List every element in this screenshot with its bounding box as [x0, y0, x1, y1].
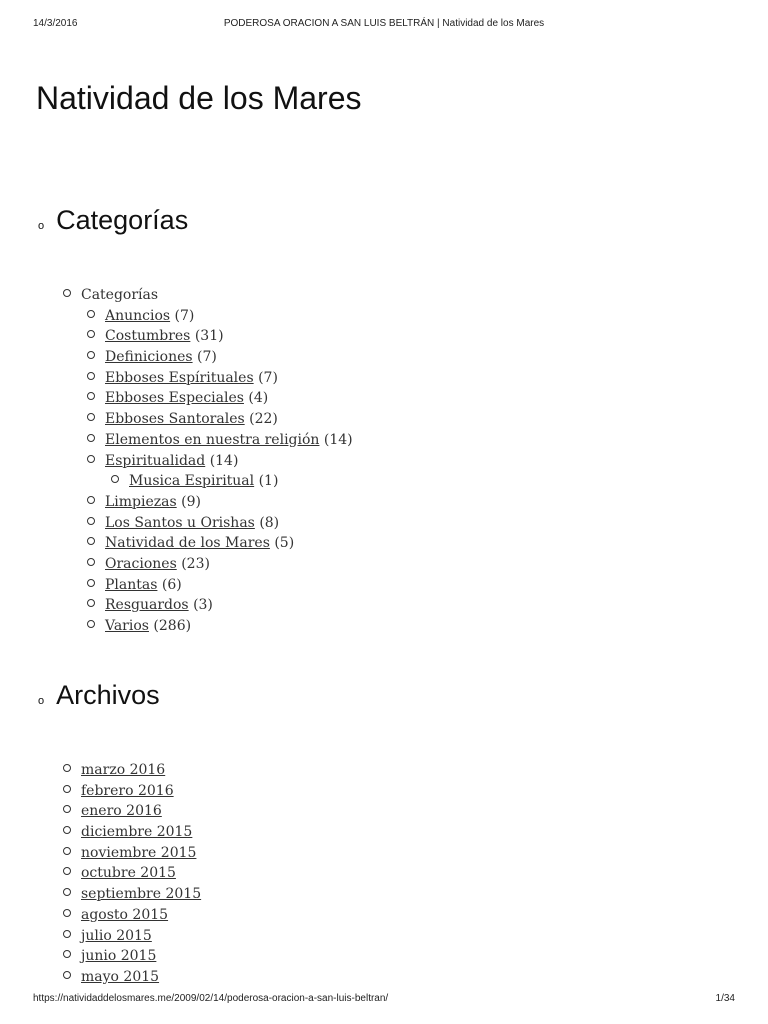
categories-heading: [38, 205, 188, 236]
archive-item: [63, 801, 201, 822]
circle-bullet-icon: [63, 888, 71, 896]
heading-bullet-icon: o: [38, 219, 45, 232]
category-count: (286): [153, 618, 192, 634]
heading-bullet-icon: o: [38, 694, 45, 707]
category-count: (6): [161, 576, 182, 593]
archive-link[interactable]: junio 2015: [81, 948, 157, 965]
archive-link[interactable]: enero 2016: [81, 803, 162, 820]
circle-bullet-icon: [63, 847, 71, 855]
print-date: 14/3/2016: [33, 18, 78, 29]
archive-link[interactable]: julio 2015: [81, 927, 152, 944]
category-link[interactable]: Plantas: [105, 576, 158, 593]
archive-item: [63, 926, 201, 947]
category-item: [63, 409, 353, 430]
category-item: [63, 616, 353, 637]
circle-bullet-icon: [87, 537, 95, 545]
category-link[interactable]: Limpiezas: [105, 493, 177, 510]
archive-item: [63, 822, 201, 843]
subcategory-item: [63, 471, 353, 492]
circle-bullet-icon: [87, 496, 95, 504]
category-item: [63, 554, 353, 575]
archive-item: [63, 843, 201, 864]
circle-bullet-icon: [63, 971, 71, 979]
category-link[interactable]: Ebboses Espírituales: [105, 369, 254, 386]
category-link[interactable]: Costumbres: [105, 328, 191, 345]
archive-link[interactable]: noviembre 2015: [81, 844, 197, 861]
archive-item: [63, 863, 201, 884]
circle-bullet-icon: [87, 434, 95, 442]
category-item: [63, 575, 353, 596]
circle-bullet-icon: [63, 950, 71, 958]
circle-bullet-icon: [63, 930, 71, 938]
category-count: (7): [197, 349, 217, 366]
category-link[interactable]: Los Santos u Orishas: [105, 514, 255, 531]
circle-bullet-icon: [63, 826, 71, 834]
archive-link[interactable]: febrero 2016: [81, 782, 174, 799]
category-link[interactable]: Natividad de los Mares: [105, 535, 270, 552]
archive-item: [63, 760, 201, 781]
category-link[interactable]: Resguardos: [105, 597, 189, 614]
subcategory-link[interactable]: Musica Espiritual: [129, 473, 255, 490]
category-item: [63, 451, 353, 472]
circle-bullet-icon: [111, 475, 119, 483]
category-item: [63, 513, 353, 534]
archive-item: [63, 781, 201, 802]
category-item: [63, 492, 353, 513]
category-count: (7): [174, 307, 195, 324]
archives-list: [63, 760, 201, 988]
category-count: (3): [193, 597, 213, 614]
category-count: (1): [258, 473, 279, 490]
categories-root-label: Categorías: [81, 287, 159, 303]
category-count: (14): [209, 452, 239, 469]
archive-link[interactable]: mayo 2015: [81, 968, 160, 985]
categories-root-item: [63, 285, 353, 306]
circle-bullet-icon: [87, 310, 95, 318]
category-item: [63, 430, 353, 451]
archives-heading-label: Archivos: [56, 680, 160, 710]
archive-item: [63, 946, 201, 967]
circle-bullet-icon: [63, 867, 71, 875]
category-link[interactable]: Oraciones: [105, 555, 177, 572]
category-link[interactable]: Anuncios: [105, 307, 171, 324]
category-item: [63, 306, 353, 327]
circle-bullet-icon: [87, 392, 95, 400]
category-link[interactable]: Ebboses Santorales: [105, 411, 245, 428]
site-title[interactable]: Natividad de los Mares: [36, 80, 362, 116]
print-url: https://natividaddelosmares.me/2009/02/14/poderosa-oracion-a-san-luis-beltran/: [33, 993, 389, 1004]
archive-link[interactable]: agosto 2015: [81, 906, 169, 923]
circle-bullet-icon: [63, 785, 71, 793]
archives-heading: [38, 680, 160, 711]
circle-bullet-icon: [63, 909, 71, 917]
category-count: (31): [194, 328, 224, 345]
category-count: (22): [249, 411, 278, 428]
category-item: [63, 533, 353, 554]
category-count: (7): [258, 369, 278, 386]
archive-link[interactable]: marzo 2016: [81, 762, 166, 778]
circle-bullet-icon: [87, 372, 95, 380]
circle-bullet-icon: [87, 620, 95, 628]
archive-link[interactable]: octubre 2015: [81, 865, 176, 882]
circle-bullet-icon: [87, 351, 95, 359]
print-page-number: 1/34: [715, 993, 735, 1004]
category-link[interactable]: Espiritualidad: [105, 452, 206, 469]
circle-bullet-icon: [63, 805, 71, 813]
circle-bullet-icon: [63, 289, 71, 297]
archive-link[interactable]: septiembre 2015: [81, 886, 202, 903]
category-count: (23): [181, 555, 210, 572]
archive-item: [63, 905, 201, 926]
category-count: (14): [323, 431, 353, 448]
category-count: (8): [259, 514, 280, 531]
category-link[interactable]: Definiciones: [105, 349, 193, 366]
category-count: (4): [248, 390, 269, 407]
category-item: [63, 326, 353, 347]
archive-item: [63, 967, 201, 988]
circle-bullet-icon: [87, 599, 95, 607]
circle-bullet-icon: [87, 455, 95, 463]
circle-bullet-icon: [87, 558, 95, 566]
category-link[interactable]: Ebboses Especiales: [105, 390, 244, 407]
category-count: (5): [274, 535, 295, 552]
category-item: [63, 347, 353, 368]
archive-link[interactable]: diciembre 2015: [81, 824, 193, 841]
category-count: (9): [181, 493, 201, 510]
archive-item: [63, 884, 201, 905]
category-item: [63, 388, 353, 409]
circle-bullet-icon: [87, 330, 95, 338]
category-link[interactable]: Elementos en nuestra religión: [105, 431, 320, 448]
print-page-title: PODEROSA ORACION A SAN LUIS BELTRÁN | Natividad de los Mares: [223, 18, 545, 29]
category-link[interactable]: Varios: [105, 618, 149, 634]
categories-heading-label: Categorías: [56, 205, 189, 235]
category-item: [63, 368, 353, 389]
categories-list: [63, 285, 353, 637]
circle-bullet-icon: [63, 764, 71, 772]
category-item: [63, 595, 353, 616]
circle-bullet-icon: [87, 517, 95, 525]
circle-bullet-icon: [87, 579, 95, 587]
circle-bullet-icon: [87, 413, 95, 421]
